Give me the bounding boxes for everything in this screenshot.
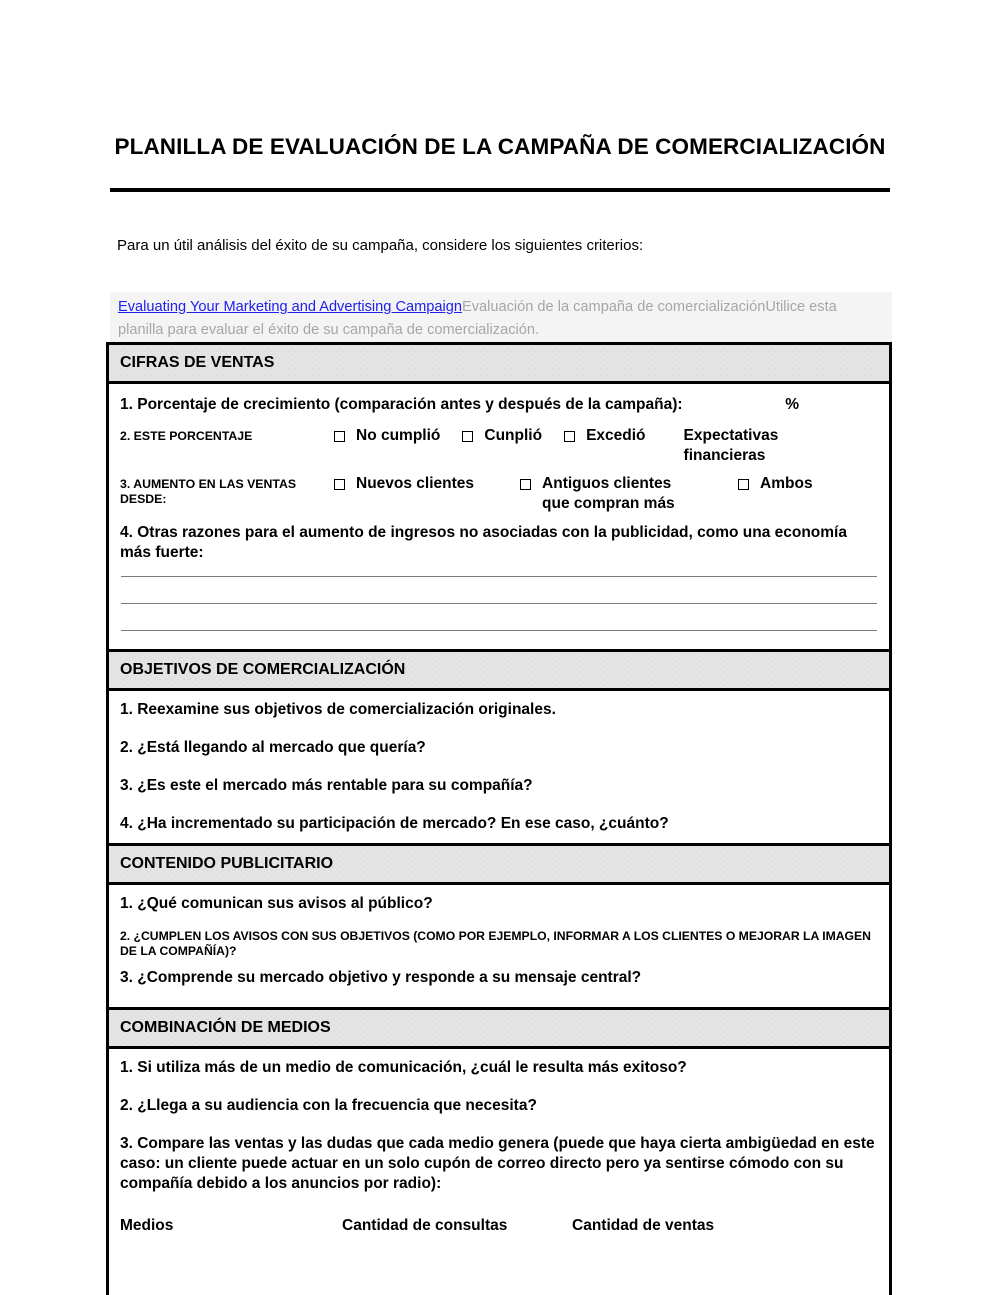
column-header-cantidad-de-consultas: Cantidad de consultas <box>342 1217 508 1234</box>
evaluation-form-table <box>106 342 892 1295</box>
expectativas-financieras-note: Expectativas financieras <box>683 427 779 464</box>
checkbox-icon[interactable] <box>462 431 473 442</box>
checkbox-icon[interactable] <box>564 431 575 442</box>
contenido-item-3: 3. ¿Comprende su mercado objetivo y responde a su mensaje central? <box>120 969 642 986</box>
checkbox-icon[interactable] <box>334 431 345 442</box>
objetivos-item-3: 3. ¿Es este el mercado más rentable para su compañía? <box>120 777 533 794</box>
section-body-objetivos <box>109 691 889 843</box>
question-este-porcentaje <box>109 422 889 470</box>
write-in-lines-area[interactable] <box>109 568 889 649</box>
intro-paragraph: Para un útil análisis del éxito de su campaña, considere los siguientes criterios: <box>117 237 644 254</box>
page-title <box>110 132 890 161</box>
medios-item-1: 1. Si utiliza más de un medio de comunicación, ¿cuál le resulta más exitoso? <box>120 1059 687 1076</box>
medios-item-3: 3. Compare las ventas y las dudas que cada medio genera (puede que haya cierta ambigüedad en este caso: un cliente puede actuar en un solo cupón de correo directo pero ya sentirse cómodo con su compañía debido a los anuncios por radio): <box>120 1135 875 1192</box>
checkbox-option-cumplio[interactable] <box>462 426 542 446</box>
checkbox-icon[interactable] <box>334 479 345 490</box>
highlight-gray-text: Evaluación de la campaña de comercializaciónUtilice esta planilla para evaluar el éxito de su campaña de comercialización. <box>118 299 837 338</box>
question-otras-razones: 4. Otras razones para el aumento de ingresos no asociadas con la publicidad, como una economía más fuerte: <box>120 524 847 561</box>
document-title-text: PLANILLA DE EVALUACIÓN DE LA CAMPAÑA DE COMERCIALIZACIÓN <box>114 134 886 159</box>
question-aumento-label: 3. AUMENTO EN LAS VENTAS DESDE: <box>120 477 297 506</box>
write-in-line[interactable] <box>121 603 877 604</box>
section-header-medios: COMBINACIÓN DE MEDIOS <box>109 1007 889 1049</box>
checkbox-option-nuevos-clientes[interactable] <box>334 474 474 494</box>
checkbox-label: Cunplió <box>484 427 543 444</box>
contenido-item-2: 2. ¿CUMPLEN LOS AVISOS CON SUS OBJETIVOS (COMO POR EJEMPLO, INFORMAR A LOS CLIENTES O MEJORAR LA IMAGEN DE LA COMPAÑÍA)? <box>120 929 871 958</box>
checkbox-label: Nuevos clientes <box>356 475 475 492</box>
percent-sign: % <box>785 396 799 413</box>
objetivos-item-4: 4. ¿Ha incrementado su participación de mercado? En ese caso, ¿cuánto? <box>120 815 669 832</box>
write-in-line[interactable] <box>121 630 877 631</box>
section-header-objetivos: OBJETIVOS DE COMERCIALIZACIÓN <box>109 649 889 691</box>
section-header-contenido: CONTENIDO PUBLICITARIO <box>109 843 889 885</box>
checkbox-label: Antiguos clientes que compran más <box>542 475 675 512</box>
title-divider <box>110 188 890 192</box>
column-header-medios: Medios <box>120 1217 174 1234</box>
medios-item-2: 2. ¿Llega a su audiencia con la frecuencia que necesita? <box>120 1097 537 1114</box>
medios-blank-area[interactable] <box>109 1235 889 1295</box>
contenido-item-1: 1. ¿Qué comunican sus avisos al público? <box>120 895 433 912</box>
question-growth-percentage <box>109 384 889 422</box>
evaluating-campaign-link[interactable]: Evaluating Your Marketing and Advertising Campaign <box>118 299 462 315</box>
checkbox-label: Ambos <box>760 475 813 492</box>
checkbox-option-excedio[interactable] <box>564 426 645 446</box>
spacer <box>109 993 889 1007</box>
write-in-line[interactable] <box>121 576 877 577</box>
objetivos-item-2: 2. ¿Está llegando al mercado que quería? <box>120 739 426 756</box>
checkbox-icon[interactable] <box>738 479 749 490</box>
section-contenido-publicitario <box>106 843 892 1007</box>
question-growth-percentage-label: 1. Porcentaje de crecimiento (comparación antes y después de la campaña): <box>120 396 683 413</box>
question-este-porcentaje-label: 2. ESTE PORCENTAJE <box>120 429 253 443</box>
section-cifras-de-ventas <box>106 342 892 649</box>
section-body-contenido <box>109 885 889 1007</box>
checkbox-option-antiguos-clientes[interactable] <box>520 474 692 514</box>
checkbox-icon[interactable] <box>520 479 531 490</box>
checkbox-label: No cumplió <box>356 427 441 444</box>
question-aumento-en-las-ventas <box>109 470 889 518</box>
checkbox-option-ambos[interactable] <box>738 474 813 494</box>
highlight-band <box>110 292 892 348</box>
section-objetivos-de-comercializacion <box>106 649 892 843</box>
section-combinacion-de-medios <box>106 1007 892 1295</box>
section-body-medios <box>109 1049 889 1295</box>
checkbox-option-no-cumplio[interactable] <box>334 426 440 446</box>
section-header-cifras-de-ventas: CIFRAS DE VENTAS <box>109 342 889 384</box>
checkbox-label: Excedió <box>586 427 646 444</box>
section-body-cifras-de-ventas <box>109 384 889 649</box>
objetivos-item-1: 1. Reexamine sus objetivos de comercialización originales. <box>120 701 556 718</box>
column-header-cantidad-de-ventas: Cantidad de ventas <box>572 1217 715 1234</box>
medios-column-headers <box>109 1203 889 1235</box>
